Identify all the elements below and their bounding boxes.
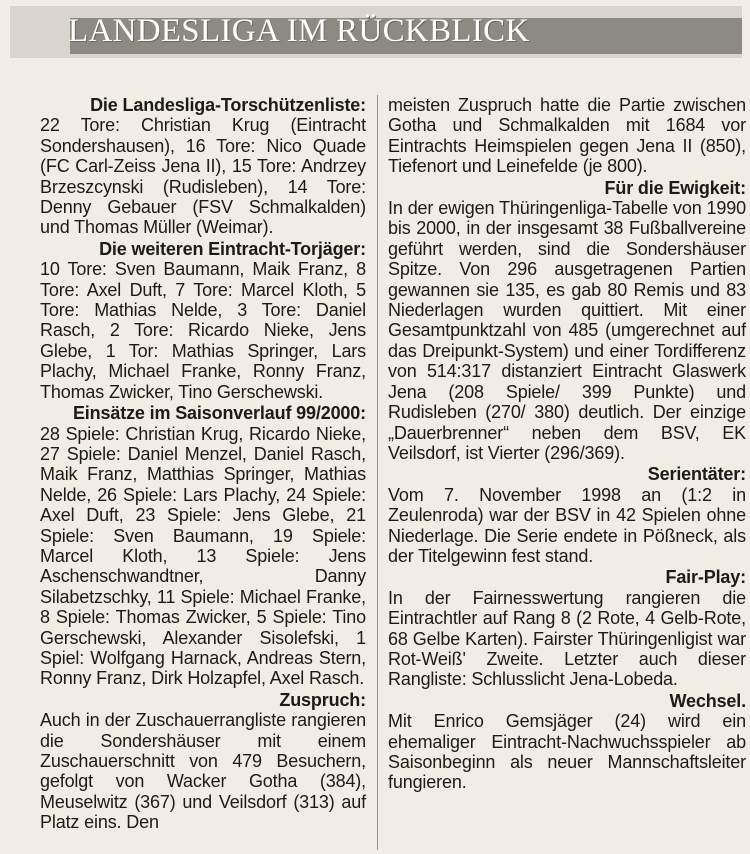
section-heading: Die Landesliga-Torschützenliste: [90,95,366,115]
section-text: Auch in der Zuschauerrangliste rangieren die Sondershäuser mit einem Zuschauerschnitt von 479 Besuchern, gefolgt von Wacker Gotha (384), Meuselwitz (367) und Veilsdorf (313) auf Platz eins. Den [40,710,366,833]
left-column [40,95,366,834]
section-ewigkeit [388,178,746,464]
section-torjaeger [40,239,366,402]
section-text: 22 Tore: Christian Krug (Eintracht Sondershausen), 16 Tore: Nico Quade (FC Carl-Zeiss Jena II), 15 Tore: Andrzey Brzeszcynski (Rudisleben), 14 Tore: Denny Gebauer (FSV Schmalkalden) und Thomas Müller (Weimar). [40,115,366,238]
section-fair-play [388,567,746,689]
continued-text: meisten Zuspruch hatte die Partie zwischen Gotha und Schmalkalden mit 1684 vor Eintrachts Heimspielen gegen Jena II (850), Tiefenort und Leinefelde (je 800). [388,95,746,177]
section-text: 10 Tore: Sven Baumann, Maik Franz, 8 Tore: Axel Duft, 7 Tore: Marcel Kloth, 5 Tore: Mathias Nelde, 3 Tore: Daniel Rasch, 2 Tore: Ricardo Nieke, Jens Glebe, 1 Tor: Mathias Springer, Lars Plachy, Michael Franke, Ronny Franz, Thomas Zwicker, Tino Gerschewski. [40,259,366,402]
section-heading: Die weiteren Eintracht-Torjäger: [99,238,366,259]
section-text: In der Fairnesswertung rangieren die Eintrachtler auf Rang 8 (2 Rote, 4 Gelb-Rote, 68 Gelbe Karten). Fairster Thüringenligist war Rot-Weiß' Zweite. Letzter auch dieser Rangliste: Schlusslicht Jena-Lobeda. [388,587,746,690]
section-heading: Zuspruch: [279,689,366,710]
article-title: LANDESLIGA IM RÜCKBLICK [68,13,530,49]
section-heading: Einsätze im Saisonverlauf 99/2000: [72,403,366,424]
right-column [388,95,746,794]
section-text: Mit Enrico Gemsjäger (24) wird ein ehemaliger Eintracht-Nachwuchsspieler ab Saisonbeginn als neuer Mannschaftsleiter fungieren. [388,711,746,793]
section-wechsel [388,691,746,793]
column-divider [377,95,378,850]
section-zuspruch [40,690,366,833]
section-text: 28 Spiele: Christian Krug, Ricardo Nieke, 27 Spiele: Daniel Menzel, Daniel Rasch, Maik Franz, Matthias Springer, Mathias Nelde, 26 Spiele: Lars Plachy, 24 Spiele: Axel Duft, 23 Spiele: Jens Glebe, 21 Spiele: Sven Baumann, 19 Spiele: Marcel Kloth, 13 Spiele: Jens Aschenschwandtner, Danny Silabetzschky, 11 Spiele: Michael Franke, 8 Spiele: Thomas Zwicker, 5 Spiele: Tino Gerschewski, Alexander Sisolefski, 1 Spiel: Wolfgang Harnack, Andreas Stern, Ronny Franz, Dirk Holzapfel, Axel Rasch. [40,423,366,689]
section-heading: Für die Ewigkeit: [604,177,746,198]
section-einsaetze [40,403,366,689]
section-text: Vom 7. November 1998 an (1:2 in Zeulenroda) war der BSV in 42 Spielen ohne Niederlage. Die Serie endete in Pößneck, als der Titelgewinn fest stand. [388,484,746,566]
section-heading: Serientäter: [647,464,746,485]
section-torschuetzenliste [40,95,366,238]
section-serientaeter [388,464,746,566]
section-heading: Wechsel. [669,690,746,711]
section-text: In der ewigen Thüringenliga-Tabelle von 1990 bis 2000, in der insgesamt 38 Fußballvereine geführt werden, sind die Sondershäuser Spitze. Von 296 ausgetragenen Partien gewannen sie 135, es gab 80 Remis und 83 Niederlagen wurden quittiert. Mit einer Gesamtpunktzahl von 485 (umgerechnet auf das Dreipunkt-System) und einer Tordifferenz von 514:317 distanziert Eintracht Glaswerk Jena (208 Spiele/ 399 Punkte) und Rudisleben (270/ 380) deutlich. Der einzige „Dauerbrenner“ neben dem BSV, EK Veilsdorf, ist Vierter (296/369). [388,198,746,463]
section-heading: Fair-Play: [665,567,746,588]
